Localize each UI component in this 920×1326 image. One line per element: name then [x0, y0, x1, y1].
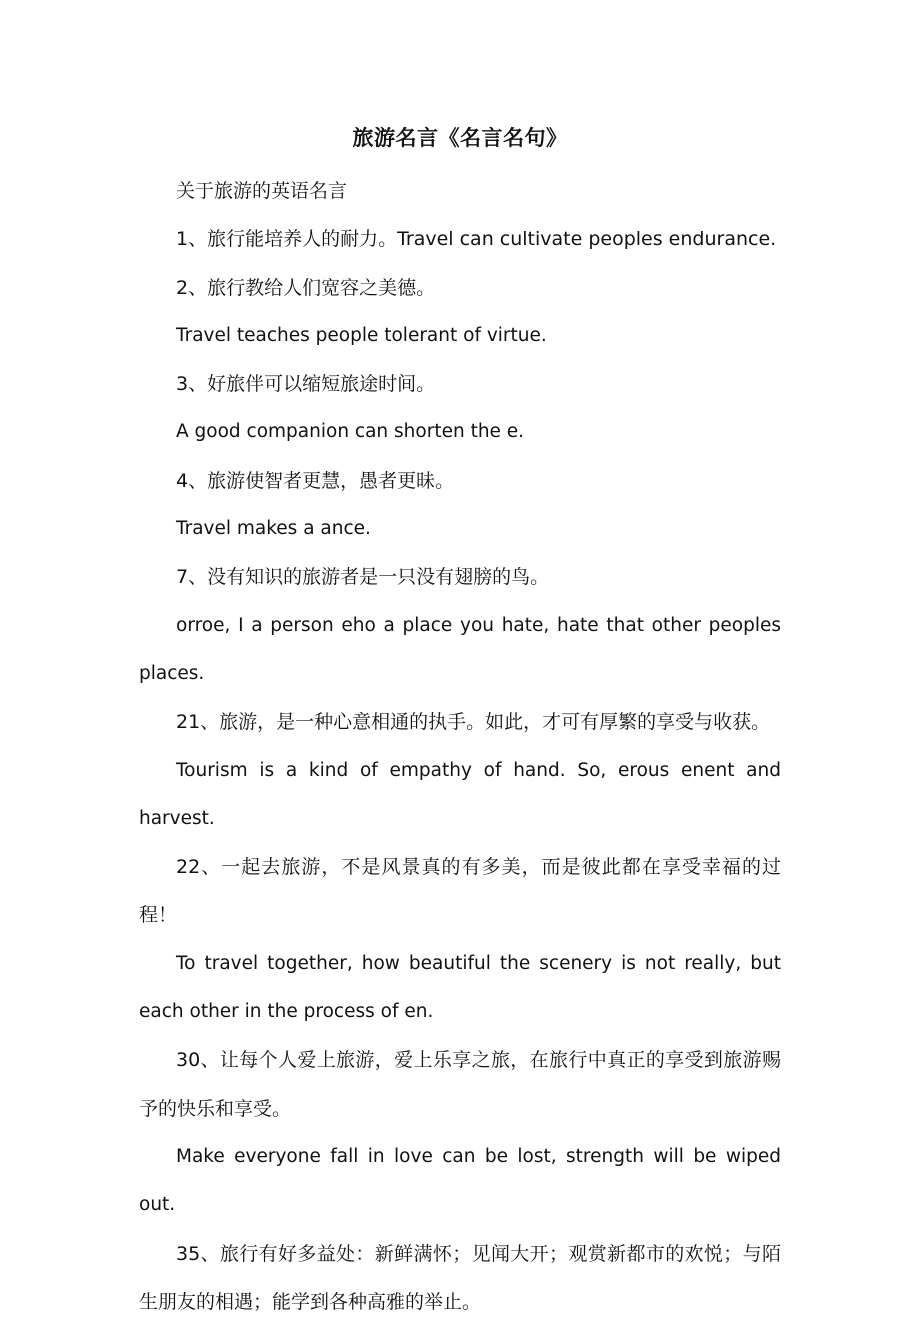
paragraph-quote-30-en: Make everyone fall in love can be lost, strength will be wiped out.: [139, 1145, 781, 1216]
paragraph-quote-4-cn: 4、旅游使智者更慧，愚者更昧。: [176, 469, 455, 492]
paragraph-quote-2-cn: 2、旅行教给人们宽容之美德。: [176, 276, 436, 299]
paragraph-quote-2-en: Travel teaches people tolerant of virtue.: [176, 324, 547, 346]
paragraph-quote-7-cn: 7、没有知识的旅游者是一只没有翅膀的鸟。: [176, 566, 550, 589]
paragraph-quote-21-cn: 21、旅游，是一种心意相通的执手。如此，才可有厚繁的享受与收获。: [176, 711, 771, 734]
paragraph-quote-35-cn: 35、旅行有好多益处：新鲜满怀；见闻大开；观赏新都市的欢悦；与陌生朋友的相遇；能学到各种高雅的举止。: [139, 1242, 781, 1313]
paragraph-quote-4-en: Travel makes a ance.: [176, 518, 371, 540]
paragraph-quote-3-en: A good companion can shorten the e.: [176, 421, 525, 443]
paragraph-quote-1: 1、旅行能培养人的耐力。Travel can cultivate peoples endurance.: [176, 228, 777, 251]
paragraph-quote-7-en: orroe, I a person eho a place you hate, hate that other peoples places.: [139, 614, 781, 684]
paragraph-quote-22-cn: 22、一起去旅游，不是风景真的有多美，而是彼此都在享受幸福的过程！: [139, 856, 781, 927]
document-title: 旅游名言《名言名句》: [352, 126, 568, 150]
document-body: [139, 167, 781, 1326]
paragraph-quote-21-en: Tourism is a kind of empathy of hand. So, erous enent and harvest.: [139, 759, 781, 829]
paragraph-quote-3-cn: 3、好旅伴可以缩短旅途时间。: [176, 373, 436, 396]
paragraph-heading: 关于旅游的英语名言: [176, 180, 348, 202]
paragraph-quote-22-en: To travel together, how beautiful the scenery is not really, but each other in the process of en.: [139, 952, 781, 1023]
paragraph-quote-30-cn: 30、让每个人爱上旅游，爱上乐享之旅，在旅行中真正的享受到旅游赐予的快乐和享受。: [139, 1049, 781, 1120]
